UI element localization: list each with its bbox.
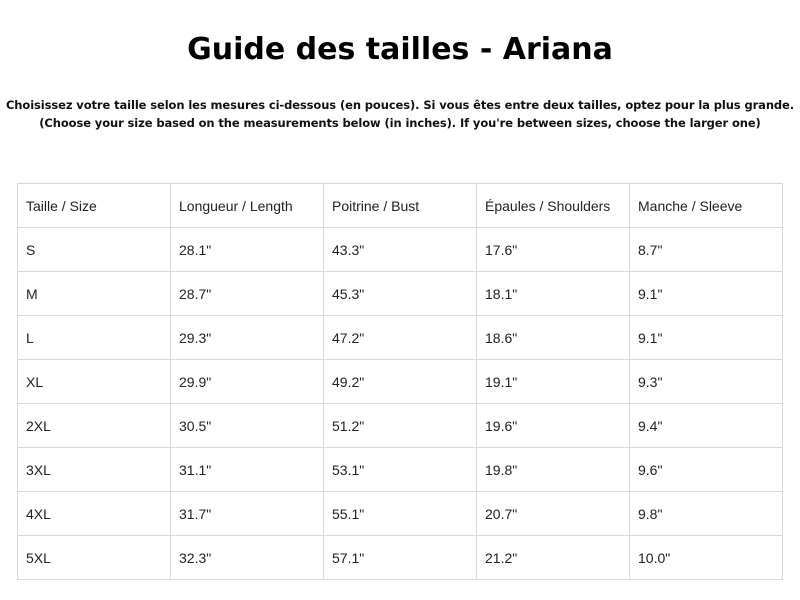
shoulders-cell: 18.1" [477,272,630,316]
size-cell: XL [18,360,171,404]
size-cell: 4XL [18,492,171,536]
instructions-english: (Choose your size based on the measurements below (in inches). If you're between sizes, choose the larger one) [39,116,761,130]
table-row [18,360,783,404]
table-row [18,536,783,580]
length-cell: 28.1" [171,228,324,272]
shoulders-cell: 19.1" [477,360,630,404]
length-cell: 29.3" [171,316,324,360]
size-cell: 2XL [18,404,171,448]
table-row [18,228,783,272]
sleeve-cell: 9.3" [630,360,783,404]
bust-cell: 45.3" [324,272,477,316]
sleeve-cell: 9.4" [630,404,783,448]
bust-cell: 47.2" [324,316,477,360]
length-cell: 31.7" [171,492,324,536]
sleeve-cell: 8.7" [630,228,783,272]
instructions-french: Choisissez votre taille selon les mesures ci-dessous (en pouces). Si vous êtes entre deux tailles, optez pour la plus grande. [5,98,795,112]
shoulders-cell: 18.6" [477,316,630,360]
size-cell: 3XL [18,448,171,492]
size-instructions [0,96,800,132]
sleeve-cell: 10.0" [630,536,783,580]
bust-cell: 57.1" [324,536,477,580]
bust-cell: 49.2" [324,360,477,404]
table-row [18,272,783,316]
table-row [18,404,783,448]
header-cell-length: Longueur / Length [171,184,324,228]
size-chart [17,183,783,580]
header-cell-sleeve: Manche / Sleeve [630,184,783,228]
length-cell: 28.7" [171,272,324,316]
table-row [18,316,783,360]
sleeve-cell: 9.6" [630,448,783,492]
shoulders-cell: 21.2" [477,536,630,580]
bust-cell: 53.1" [324,448,477,492]
table-row [18,492,783,536]
size-cell: 5XL [18,536,171,580]
table-row [18,448,783,492]
shoulders-cell: 17.6" [477,228,630,272]
length-cell: 29.9" [171,360,324,404]
length-cell: 30.5" [171,404,324,448]
header-cell-size: Taille / Size [18,184,171,228]
page-title: Guide des tailles - Ariana [187,32,613,67]
shoulders-cell: 19.8" [477,448,630,492]
bust-cell: 55.1" [324,492,477,536]
size-table [17,183,783,580]
sleeve-cell: 9.1" [630,272,783,316]
header-cell-bust: Poitrine / Bust [324,184,477,228]
shoulders-cell: 19.6" [477,404,630,448]
size-cell: M [18,272,171,316]
header-row [18,184,783,228]
size-cell: S [18,228,171,272]
shoulders-cell: 20.7" [477,492,630,536]
header-cell-shoulders: Épaules / Shoulders [477,184,630,228]
sleeve-cell: 9.1" [630,316,783,360]
size-cell: L [18,316,171,360]
length-cell: 31.1" [171,448,324,492]
length-cell: 32.3" [171,536,324,580]
bust-cell: 43.3" [324,228,477,272]
bust-cell: 51.2" [324,404,477,448]
sleeve-cell: 9.8" [630,492,783,536]
